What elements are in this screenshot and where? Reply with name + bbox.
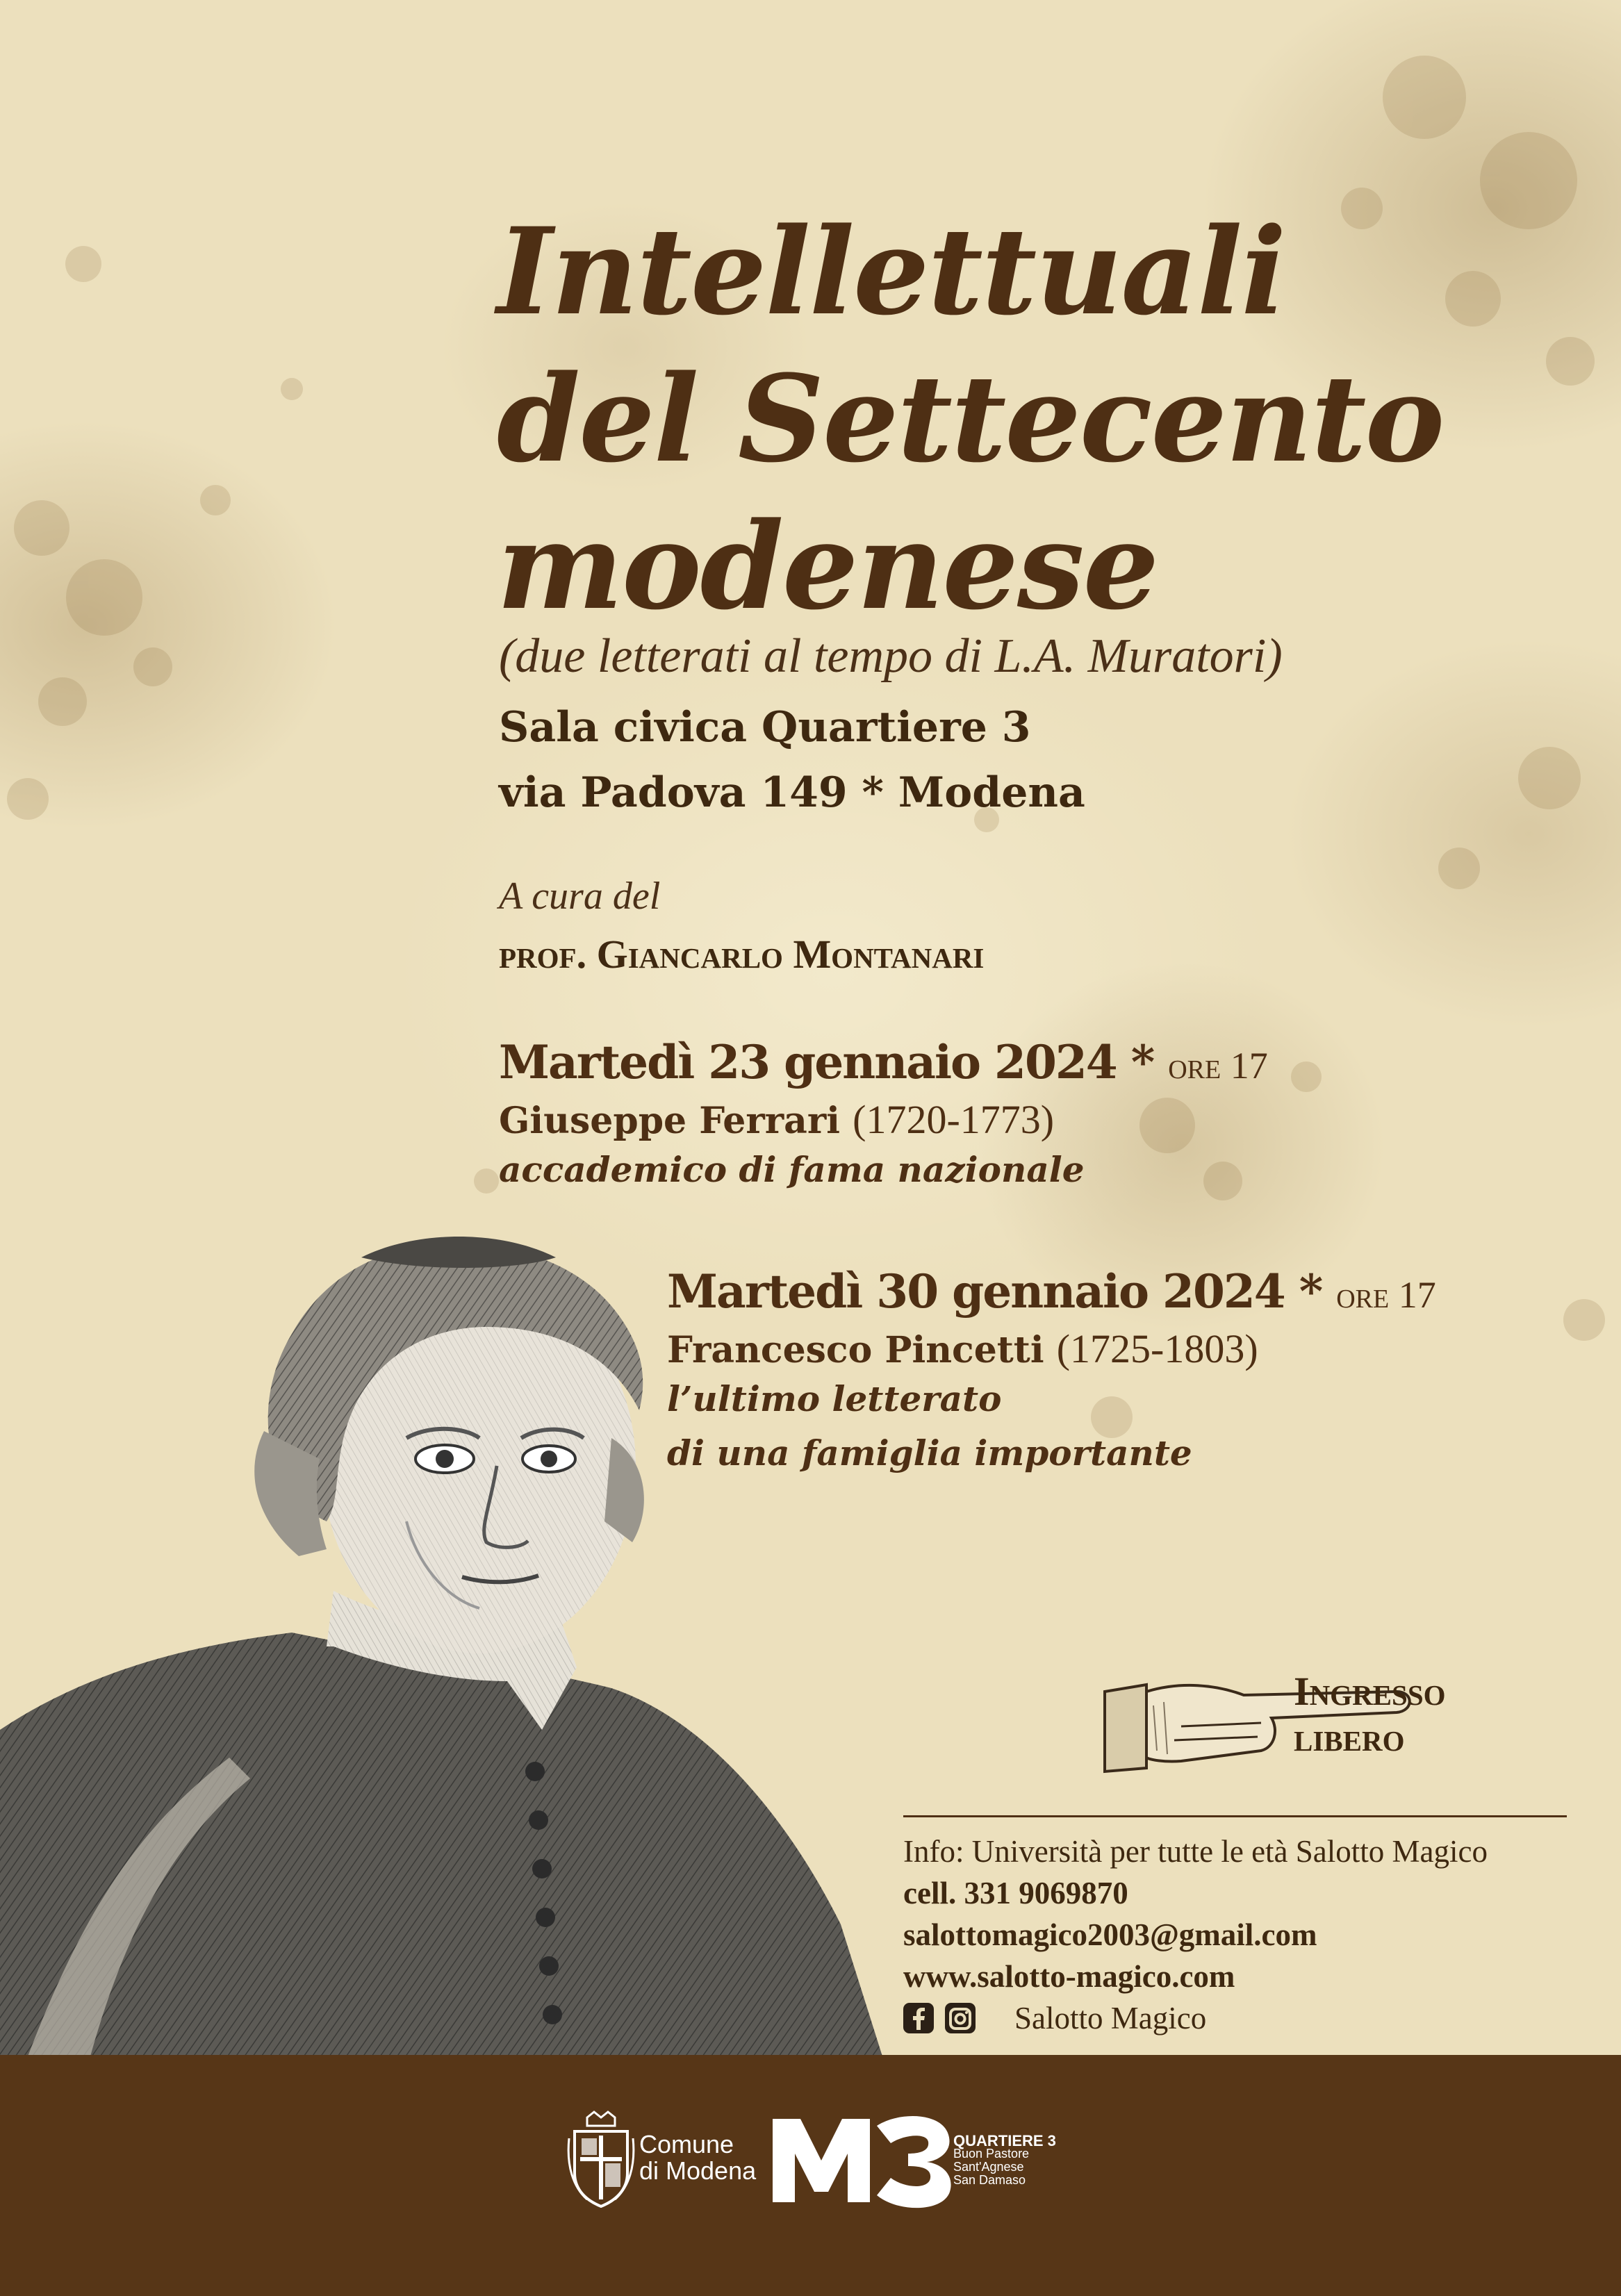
entry-line: Ingresso [1294, 1669, 1446, 1714]
venue-line: via Padova 149 * Modena [499, 768, 1085, 817]
event-person: Francesco Pincetti [667, 1329, 1044, 1371]
comune-line: di Modena [639, 2156, 757, 2185]
quartiere3-text [953, 2134, 1056, 2187]
quartiere3-logo-icon [773, 2112, 953, 2209]
q3-line: Sant'Agnese [953, 2160, 1024, 2174]
curator-intro: A cura del [499, 875, 661, 918]
social-row [903, 1997, 1488, 2039]
info-website[interactable]: www.salotto-magico.com [903, 1959, 1235, 1994]
facebook-icon[interactable] [903, 2003, 934, 2033]
q3-title: QUARTIERE 3 [953, 2132, 1056, 2149]
social-name: Salotto Magico [1014, 2001, 1207, 2035]
entry-label [1294, 1669, 1446, 1760]
venue-line: Sala civica Quartiere 3 [499, 703, 1031, 752]
curator-name: prof. Giancarlo Montanari [499, 932, 985, 977]
info-block [903, 1831, 1488, 2039]
info-email[interactable]: salottomagico2003@gmail.com [903, 1917, 1317, 1952]
event-date: Martedì 23 gennaio 2024 [499, 1035, 1117, 1089]
q3-line: San Damaso [953, 2173, 1026, 2187]
instagram-icon[interactable] [945, 2003, 976, 2033]
q3-line: Buon Pastore [953, 2147, 1030, 2161]
title-line: del Settecento [497, 348, 1444, 489]
info-phone: cell. 331 9069870 [903, 1876, 1128, 1910]
entry-line: libero [1294, 1715, 1405, 1760]
event-separator: * [1299, 1264, 1322, 1319]
title-line: modenese [497, 495, 1158, 636]
event-date-line [499, 1035, 1268, 1089]
event-years: (1725-1803) [1056, 1326, 1258, 1371]
event-time: ore 17 [1336, 1274, 1436, 1316]
comune-line: Comune [639, 2130, 734, 2158]
event-description: di una famiglia importante [667, 1432, 1192, 1473]
event-description: l’ultimo letterato [667, 1378, 1002, 1419]
event-description: accademico di fama nazionale [499, 1149, 1085, 1190]
venue [499, 695, 1085, 825]
event-1 [499, 1035, 1268, 1197]
portrait-engraving [0, 1230, 882, 2056]
event-date: Martedì 30 gennaio 2024 [667, 1264, 1285, 1319]
subtitle: (due letterati al tempo di L.A. Muratori) [499, 629, 1283, 683]
info-org: Info: Università per tutte le età Salotto Magico [903, 1834, 1488, 1869]
event-separator: * [1130, 1035, 1154, 1089]
event-person: Giuseppe Ferrari [499, 1100, 841, 1142]
comune-crest-icon [566, 2111, 636, 2208]
title-line: Intellettuali [497, 201, 1285, 342]
poster-title [497, 198, 1539, 640]
info-divider [903, 1815, 1567, 1817]
event-person-line [499, 1096, 1268, 1143]
event-years: (1720-1773) [853, 1097, 1055, 1142]
event-time: ore 17 [1168, 1045, 1268, 1087]
comune-logo-text [639, 2131, 756, 2184]
